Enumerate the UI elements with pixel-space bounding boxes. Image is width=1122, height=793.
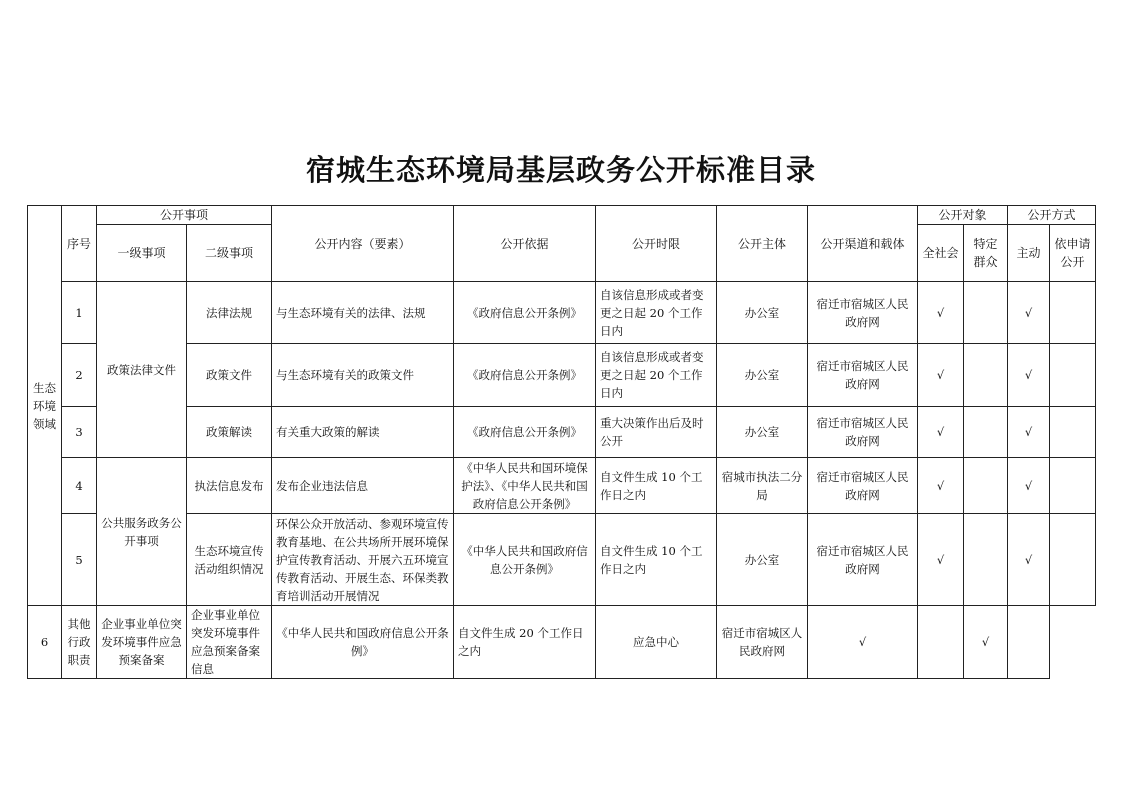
obj-all-check: √ [808,606,918,679]
header-level1: 一级事项 [97,225,187,282]
apply-check [1050,344,1096,407]
apply-check [1050,514,1096,606]
channel-cell: 宿迁市宿城区人民政府网 [808,407,918,458]
apply-check [1050,407,1096,458]
active-check: √ [1008,514,1050,606]
header-method-apply: 依申请公开 [1050,225,1096,282]
channel-cell: 宿迁市宿城区人民政府网 [808,344,918,407]
obj-specific-check [964,344,1008,407]
subject-cell: 宿城市执法二分局 [717,458,808,514]
level2-cell: 法律法规 [187,282,272,344]
catalog-table [27,205,1096,679]
row-seq: 3 [62,407,97,458]
table-row [28,606,1096,679]
obj-specific-check [964,407,1008,458]
obj-all-check: √ [918,282,964,344]
obj-specific-check [918,606,964,679]
subject-cell: 办公室 [717,344,808,407]
channel-cell: 宿迁市宿城区人民政府网 [808,514,918,606]
header-content: 公开内容（要素） [272,206,454,282]
channel-cell: 宿迁市宿城区人民政府网 [808,458,918,514]
page-title: 宿城生态环境局基层政务公开标准目录 [305,153,816,187]
basis-cell: 《中华人民共和国政府信息公开条例》 [272,606,454,679]
table-row [28,344,1096,407]
time-limit-cell: 自文件生成 20 个工作日之内 [454,606,596,679]
obj-all-check: √ [918,514,964,606]
row-seq: 4 [62,458,97,514]
header-time-limit: 公开时限 [596,206,717,282]
row-seq: 2 [62,344,97,407]
basis-cell: 《政府信息公开条例》 [454,282,596,344]
active-check: √ [1008,458,1050,514]
time-limit-cell: 自该信息形成或者变更之日起 20 个工作日内 [596,282,717,344]
basis-cell: 《政府信息公开条例》 [454,344,596,407]
apply-check [1050,458,1096,514]
content-cell: 企业事业单位突发环境事件应急预案备案信息 [187,606,272,679]
header-method-group: 公开方式 [1008,206,1096,225]
header-channel: 公开渠道和载体 [808,206,918,282]
header-subject: 公开主体 [717,206,808,282]
channel-cell: 宿迁市宿城区人民政府网 [717,606,808,679]
active-check: √ [1008,407,1050,458]
basis-cell: 《政府信息公开条例》 [454,407,596,458]
time-limit-cell: 重大决策作出后及时公开 [596,407,717,458]
header-level2: 二级事项 [187,225,272,282]
time-limit-cell: 自该信息形成或者变更之日起 20 个工作日内 [596,344,717,407]
header-matter-group: 公开事项 [97,206,272,225]
table-row [28,407,1096,458]
header-seq: 序号 [62,206,97,282]
header-obj-all: 全社会 [918,225,964,282]
obj-specific-check [964,282,1008,344]
time-limit-cell: 自文件生成 10 个工作日之内 [596,458,717,514]
level1-cell: 政策法律文件 [97,282,187,458]
basis-cell: 《中华人民共和国环境保护法》、《中华人民共和国政府信息公开条例》 [454,458,596,514]
obj-all-check: √ [918,458,964,514]
content-cell: 发布企业违法信息 [272,458,454,514]
level1-cell: 其他行政职责 [62,606,97,679]
subject-cell: 办公室 [717,282,808,344]
content-cell: 与生态环境有关的法律、法规 [272,282,454,344]
obj-all-check: √ [918,407,964,458]
active-check: √ [1008,282,1050,344]
level2-cell: 生态环境宣传活动组织情况 [187,514,272,606]
basis-cell: 《中华人民共和国政府信息公开条例》 [454,514,596,606]
obj-specific-check [964,458,1008,514]
level1-cell: 公共服务政务公开事项 [97,458,187,606]
header-row-1 [28,206,1096,225]
level2-cell: 政策解读 [187,407,272,458]
level2-cell: 执法信息发布 [187,458,272,514]
time-limit-cell: 自文件生成 10 个工作日之内 [596,514,717,606]
channel-cell: 宿迁市宿城区人民政府网 [808,282,918,344]
row-seq: 5 [62,514,97,606]
apply-check [1008,606,1050,679]
header-obj-specific: 特定群众 [964,225,1008,282]
level2-cell: 企业事业单位突发环境事件应急预案备案 [97,606,187,679]
subject-cell: 应急中心 [596,606,717,679]
row-seq: 1 [62,282,97,344]
content-cell: 与生态环境有关的政策文件 [272,344,454,407]
row-seq: 6 [28,606,62,679]
content-cell: 有关重大政策的解读 [272,407,454,458]
active-check: √ [1008,344,1050,407]
active-check: √ [964,606,1008,679]
domain-label-cell: 生态环境领域 [28,206,62,606]
header-basis: 公开依据 [454,206,596,282]
content-cell: 环保公众开放活动、参观环境宣传教育基地、在公共场所开展环境保护宣传教育活动、开展六五环境宣传教育活动、开展生态、环保类教育培训活动开展情况 [272,514,454,606]
table-row [28,514,1096,606]
level2-cell: 政策文件 [187,344,272,407]
subject-cell: 办公室 [717,407,808,458]
header-object-group: 公开对象 [918,206,1008,225]
header-method-active: 主动 [1008,225,1050,282]
apply-check [1050,282,1096,344]
obj-all-check: √ [918,344,964,407]
subject-cell: 办公室 [717,514,808,606]
table-row [28,458,1096,514]
obj-specific-check [964,514,1008,606]
table-row [28,282,1096,344]
